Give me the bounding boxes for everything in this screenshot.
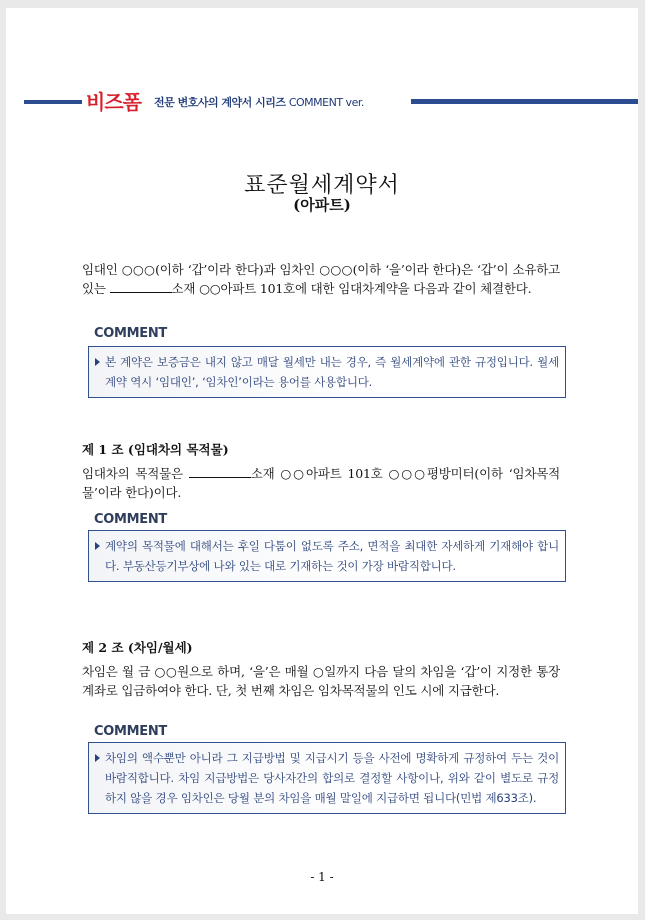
series-version: COMMENT ver. bbox=[288, 96, 364, 109]
document-title: 표준월세계약서 bbox=[244, 173, 400, 198]
article-heading: 제 1 조 (임대차의 목적물) bbox=[82, 442, 229, 457]
intro-paragraph: 임대인 ○○○(이하 ‘갑’이라 한다)과 임차인 ○○○(이하 ‘을’이라 한다)은 ‘갑’이 소유하고 있는 소재 ○○아파트 101호에 대한 임대차계약을 다음과 같이 체결한다. bbox=[82, 262, 560, 296]
comment-label: COMMENT bbox=[94, 326, 167, 341]
blank-line bbox=[110, 281, 172, 293]
bullet-triangle-icon bbox=[95, 754, 100, 762]
article-text: 임대차의 목적물은 소재 ○○아파트 101호 ○○○평방미터(이하 ‘임차목적물’이라 한다)이다. bbox=[82, 466, 560, 500]
header-rule-left bbox=[24, 100, 82, 104]
page-number: - 1 - bbox=[310, 870, 334, 884]
comment-label: COMMENT bbox=[94, 724, 167, 739]
blank-line bbox=[189, 466, 251, 478]
comment-label: COMMENT bbox=[94, 512, 167, 527]
comment-box bbox=[88, 530, 566, 582]
comment-text: 계약의 목적물에 대해서는 후일 다툼이 없도록 주소, 면적을 최대한 자세하게 기재해야 합니다. 부동산등기부상에 나와 있는 대로 기재하는 것이 가장 바람직합니다. bbox=[105, 539, 559, 573]
document-page bbox=[6, 8, 638, 914]
comment-box bbox=[88, 346, 566, 398]
brand-logo: 비즈폼 bbox=[86, 90, 141, 114]
bullet-triangle-icon bbox=[95, 358, 100, 366]
series-header bbox=[6, 86, 638, 114]
comment-box bbox=[88, 742, 566, 814]
bullet-triangle-icon bbox=[95, 542, 100, 550]
header-rule-right bbox=[411, 99, 638, 104]
comment-text: 차임의 액수뿐만 아니라 그 지급방법 및 지급시기 등을 사전에 명확하게 규정하여 두는 것이 바람직합니다. 차임 지급방법은 당사자간의 합의로 결정할 사항이나, 위와 같이 별도로 규정하지 않을 경우 임차인은 당월 분의 차임을 매월 말일에 지급하면 됩니다(민법 제633조). bbox=[105, 751, 559, 805]
article-heading: 제 2 조 (차임/월세) bbox=[82, 640, 193, 655]
comment-text: 본 계약은 보증금은 내지 않고 매달 월세만 내는 경우, 즉 월세계약에 관한 규정입니다. 월세계약 역시 ‘임대인’, ‘임차인’이라는 용어를 사용합니다. bbox=[105, 355, 559, 389]
series-title: 전문 변호사의 계약서 시리즈 COMMENT ver. bbox=[154, 96, 364, 109]
document-subtitle: (아파트) bbox=[293, 196, 351, 214]
article-text: 차임은 월 금 ○○원으로 하며, ‘을’은 매월 ○일까지 다음 달의 차임을 ‘갑’이 지정한 통장계좌로 입금하여야 한다. 단, 첫 번째 차임은 임차목적물의 인도 시에 지급한다. bbox=[82, 664, 560, 698]
